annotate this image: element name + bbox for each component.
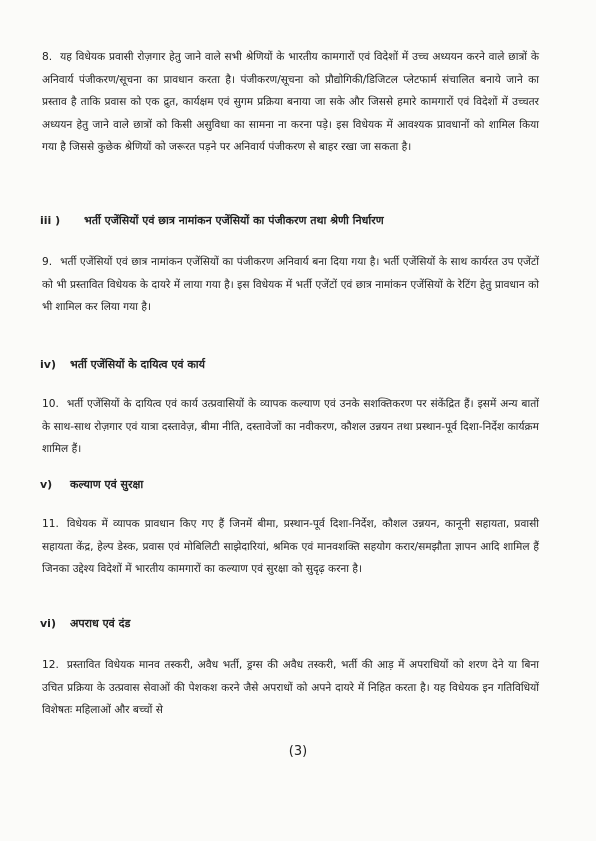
paragraph-8 <box>42 46 539 159</box>
section-title: अपराध एवं दंड <box>70 617 131 630</box>
section-numeral: vi) <box>40 617 56 630</box>
section-heading-iv <box>40 357 540 373</box>
section-title: भर्ती एजेंसियों एवं छात्र नामांकन एजेंसियों का पंजीकरण तथा श्रेणी निर्धारण <box>84 214 384 227</box>
paragraph-10 <box>42 393 539 461</box>
paragraph-number: 8. <box>42 51 53 63</box>
paragraph-11 <box>42 513 539 581</box>
section-numeral: iii ) <box>40 214 61 227</box>
section-numeral: v) <box>40 478 53 491</box>
paragraph-text: प्रस्तावित विधेयक मानव तस्करी, अवैध भर्ती, ड्रग्स की अवैध तस्करी, भर्ती की आड़ में अपराधियों को शरण देने या बिना उचित प्रक्रिया के उत्प्रवास सेवाओं की पेशकश करने जैसे अपराधों को अपने दायरे में निहित करता है। यह विधेयक इन गतिविधियों विशेषतः महिलाओं और बच्चों से <box>42 659 539 717</box>
section-numeral: iv) <box>40 358 56 371</box>
paragraph-text: विधेयक में व्यापक प्रावधान किए गए हैं जिनमें बीमा, प्रस्थान-पूर्व दिशा-निर्देश, कौशल उन्नयन, कानूनी सहायता, प्रवासी सहायता केंद्र, हेल्प डेस्क, प्रवास एवं मोबिलिटी साझेदारियां, श्रमिक एवं मानवशक्ति सहयोग करार/समझौता ज्ञापन आदि शामिल हैं जिनका उद्देश्य विदेशों में भारतीय कामगारों का कल्याण एवं सुरक्षा को सुदृढ़ करना है। <box>42 518 539 576</box>
paragraph-number: 9. <box>42 256 53 268</box>
section-title: कल्याण एवं सुरक्षा <box>70 478 144 491</box>
paragraph-text: भर्ती एजेंसियों के दायित्व एवं कार्य उत्प्रवासियों के व्यापक कल्याण एवं उनके सशक्तिकरण पर संकेंद्रित हैं। इसमें अन्य बातों के साथ-साथ रोज़गार एवं यात्रा दस्तावेज़, बीमा नीति, दस्तावेजों का नवीकरण, कौशल उन्नयन तथा प्रस्थान-पूर्व दिशा-निर्देश कार्यक्रम शामिल हैं। <box>42 398 539 456</box>
paragraph-number: 12. <box>42 659 59 671</box>
paragraph-number: 11. <box>42 518 59 530</box>
paragraph-text: यह विधेयक प्रवासी रोज़गार हेतु जाने वाले सभी श्रेणियों के भारतीय कामगारों एवं विदेशों में उच्च अध्ययन करने वाले छात्रों के अनिवार्य पंजीकरण/सूचना का प्रावधान करता है। पंजीकरण/सूचना को प्रौद्योगिकी/डिजिटल प्लेटफार्म संचालित बनाये जाने का प्रस्ताव है ताकि प्रवास को एक द्रुत, कार्यक्षम एवं सुगम प्रक्रिया बनाया जा सके और जिससे हमारे कामगारों एवं विदेशों में उच्चतर अध्ययन हेतु जाने वाले छात्रों को किसी असुविधा का सामना ना करना पड़े। इस विधेयक में आवश्यक प्रावधानों को शामिल किया गया है जिससे कुछेक श्रेणियों को जरूरत पड़ने पर अनिवार्य पंजीकरण से बाहर रखा जा सकता है। <box>42 51 539 154</box>
paragraph-number: 10. <box>42 398 59 410</box>
paragraph-9 <box>42 251 539 319</box>
section-title: भर्ती एजेंसियों के दायित्व एवं कार्य <box>70 358 206 371</box>
section-heading-iii <box>40 213 540 229</box>
section-heading-v <box>40 477 540 493</box>
section-heading-vi <box>40 616 540 632</box>
paragraph-12 <box>42 654 539 722</box>
page-number: (3) <box>288 744 308 759</box>
paragraph-text: भर्ती एजेंसियों एवं छात्र नामांकन एजेंसियों का पंजीकरण अनिवार्य बना दिया गया है। भर्ती एजेंसियों के साथ कार्यरत उप एजेंटों को भी प्रस्तावित विधेयक के दायरे में लाया गया है। इस विधेयक में भर्ती एजेंटों एवं छात्र नामांकन एजेंसियों के रेटिंग हेतु प्रावधान को भी शामिल कर लिया गया है। <box>42 256 539 314</box>
